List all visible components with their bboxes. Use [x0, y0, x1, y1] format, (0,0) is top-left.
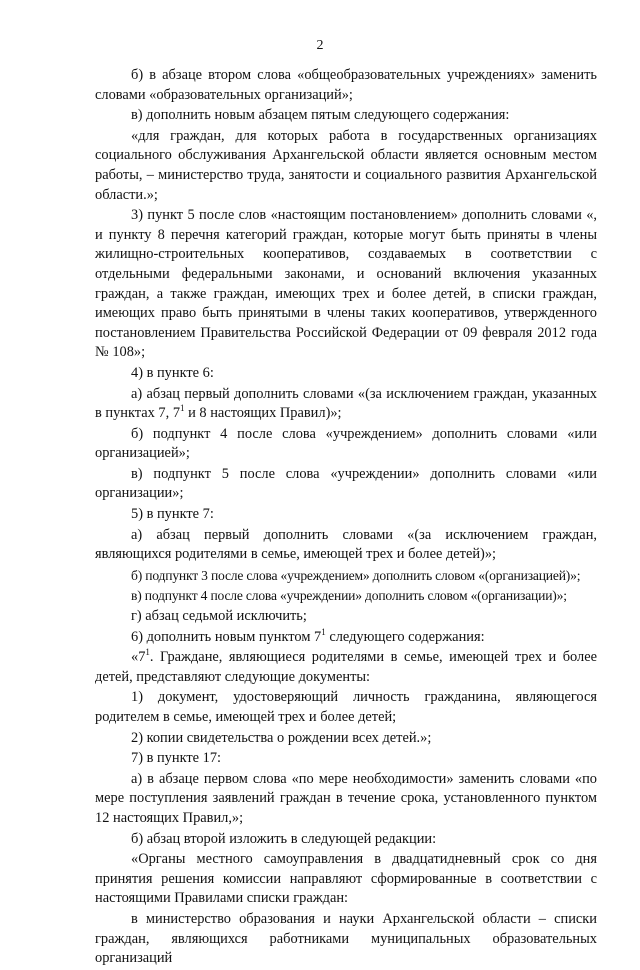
paragraph: в) дополнить новым абзацем пятым следующего содержания:: [131, 107, 510, 124]
paragraph: 4) в пункте 6:: [131, 364, 214, 381]
paragraph: в министерство образования и науки Архангельской области – списки граждан, являющихся работниками муниципальных образовательных организаций: [95, 910, 597, 967]
paragraph: 2) копии свидетельства о рождении всех детей.»;: [131, 729, 432, 746]
paragraph: б) подпункт 3 после слова «учреждением» дополнить словом «(организацией)»;: [131, 567, 581, 583]
superscript: 1: [321, 626, 326, 637]
paragraph-text: 6) дополнить новым пунктом 7: [131, 628, 322, 645]
paragraph-text: «7: [131, 649, 146, 666]
paragraph: «Органы местного самоуправления в двадцатидневный срок со дня принятия решения комиссии направляют сформированные в соответствии с настоящими Правилами списки граждан:: [95, 851, 597, 907]
paragraph: в) подпункт 5 после слова «учреждении» дополнить словами «или организации»;: [95, 465, 597, 502]
paragraph: а) в абзаце первом слова «по мере необходимости» заменить словами «по мере поступления заявлений граждан в течение срока, установленного пунктом 12 настоящих Правил,»;: [95, 770, 597, 826]
paragraph: а) абзац первый дополнить словами «(за исключением граждан, являющихся родителями в семье, имеющей трех и более детей)»;: [95, 526, 597, 563]
paragraph: 3) пункт 5 после слов «настоящим постановлением» дополнить словами «, и пункту 8 перечня категорий граждан, которые могут быть приняты в члены жилищно-строительных кооперативов, создаваемых в соответствии с отдельными федеральными законами, и оснований включения указанных граждан, а также граждан, имеющих трех и более детей, в списки граждан, имеющих право быть принятыми в члены таких кооперативов, утвержденного постановлением Правительства Российской Федерации от 09 февраля 2012 года № 108»;: [95, 207, 597, 361]
paragraph-text: . Граждане, являющиеся родителями в семье, имеющей трех и более детей, представляют следующие документы:: [95, 649, 597, 685]
paragraph: б) абзац второй изложить в следующей редакции:: [131, 830, 437, 847]
paragraph-text: следующего содержания:: [325, 628, 485, 645]
paragraph: [95, 648, 597, 687]
paragraph: в) подпункт 4 после слова «учреждении» дополнить словом «(организации)»;: [131, 588, 567, 604]
paragraph: 5) в пункте 7:: [131, 506, 214, 523]
paragraph: б) в абзаце втором слова «общеобразовательных учреждениях» заменить словами «образовательных организаций»;: [95, 67, 597, 103]
paragraph: г) абзац седьмой исключить;: [131, 608, 307, 625]
superscript: 1: [180, 403, 185, 414]
paragraph: «для граждан, для которых работа в государственных организациях социального обслуживания Архангельской области является основным местом работы, – министерство труда, занятости и социального развития Архангельской области.»;: [95, 127, 597, 203]
paragraph: 7) в пункте 17:: [131, 750, 222, 767]
paragraph: [95, 628, 597, 648]
paragraph: 1) документ, удостоверяющий личность гражданина, являющегося родителем в семье, имеющей трех и более детей;: [95, 689, 597, 725]
paragraph-text: и 8 настоящих Правил)»;: [184, 405, 342, 422]
page-number: 2: [316, 38, 324, 53]
document-body: [95, 66, 597, 970]
superscript: 1: [145, 647, 150, 658]
paragraph-text: а) абзац первый дополнить словами «(за исключением граждан, указанных в пунктах 7, 7: [95, 385, 597, 422]
paragraph: [95, 385, 597, 424]
paragraph: б) подпункт 4 после слова «учреждением» дополнить словами «или организацией»;: [95, 425, 597, 462]
